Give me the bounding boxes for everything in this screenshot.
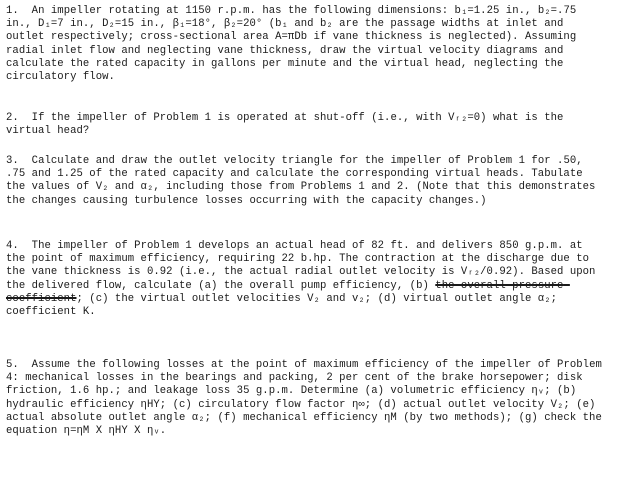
problem-2-number: 2. [6,112,19,124]
problem-3 [6,155,604,208]
problem-4-text-b: ; (c) the virtual outlet velocities V₂ and v₂; (d) virtual outlet angle α₂; coefficient K. [6,292,564,319]
problem-4-struck-text: the overall pressure coefficient [6,279,570,305]
problem-4 [6,240,604,319]
problem-3-text: Calculate and draw the outlet velocity triangle for the impeller of Problem 1 for .50, .75 and 1.25 of the rated capacity and calculate the corresponding virtual heads. Tabulate the values of V₂ and α₂, including those from Problems 1 and 2. (Note that this demonstrates the changes causing turbulence losses occurring with the capacity changes.) [6,155,602,207]
problem-5-number: 5. [6,359,19,371]
problem-2-text: If the impeller of Problem 1 is operated at shut-off (i.e., with Vᵣ₂=0) what is the virtual head? [6,112,570,138]
problem-1-text: An impeller rotating at 1150 r.p.m. has the following dimensions: b₁=1.25 in., b₂=.75 in., D₁=7 in., D₂=15 in., β₁=18°, β₂=20° (b₁ and b₂ are the passage widths at inlet and outlet respectively; cross-sectional area A=πDb if vane thickness is neglected). Assuming radial inlet flow and neglecting vane thickness, draw the virtual velocity diagrams and calculate the rated capacity in gallons per minute and the virtual head, neglecting the circulatory flow. [6,5,583,84]
problem-5 [6,359,609,438]
problem-1-number: 1. [6,5,19,17]
problem-4-text-a: The impeller of Problem 1 develops an actual head of 82 ft. and delivers 850 g.p.m. at the point of maximum efficiency, requiring 22 b.hp. The contraction at the discharge due to the vane thickness is 0.92 (i.e., the actual radial outlet velocity is Vᵣ₂/0.92). Based upon the delivered flow, calculate (a) the overall pump efficiency, (b) [6,240,602,292]
problem-4-number: 4. [6,240,19,252]
problem-3-number: 3. [6,155,19,167]
problem-2 [6,112,604,138]
problem-5-text: Assume the following losses at the point of maximum efficiency of the impeller of Problem 4: mechanical losses in the bearings and packing, 2 per cent of the brake horsepower; disk friction, 1.6 hp.; and leakage loss 35 g.p.m. Determine (a) volumetric efficiency ηᵥ; (b) hydraulic efficiency ηHY; (c) circulatory flow factor η∞; (d) actual outlet velocity V₂; (e) actual absolute outlet angle α₂; (f) mechanical efficiency ηM (by two methods); (g) check the equation η=ηM X ηHY X ηᵥ. [6,359,609,438]
problem-1 [6,5,604,84]
